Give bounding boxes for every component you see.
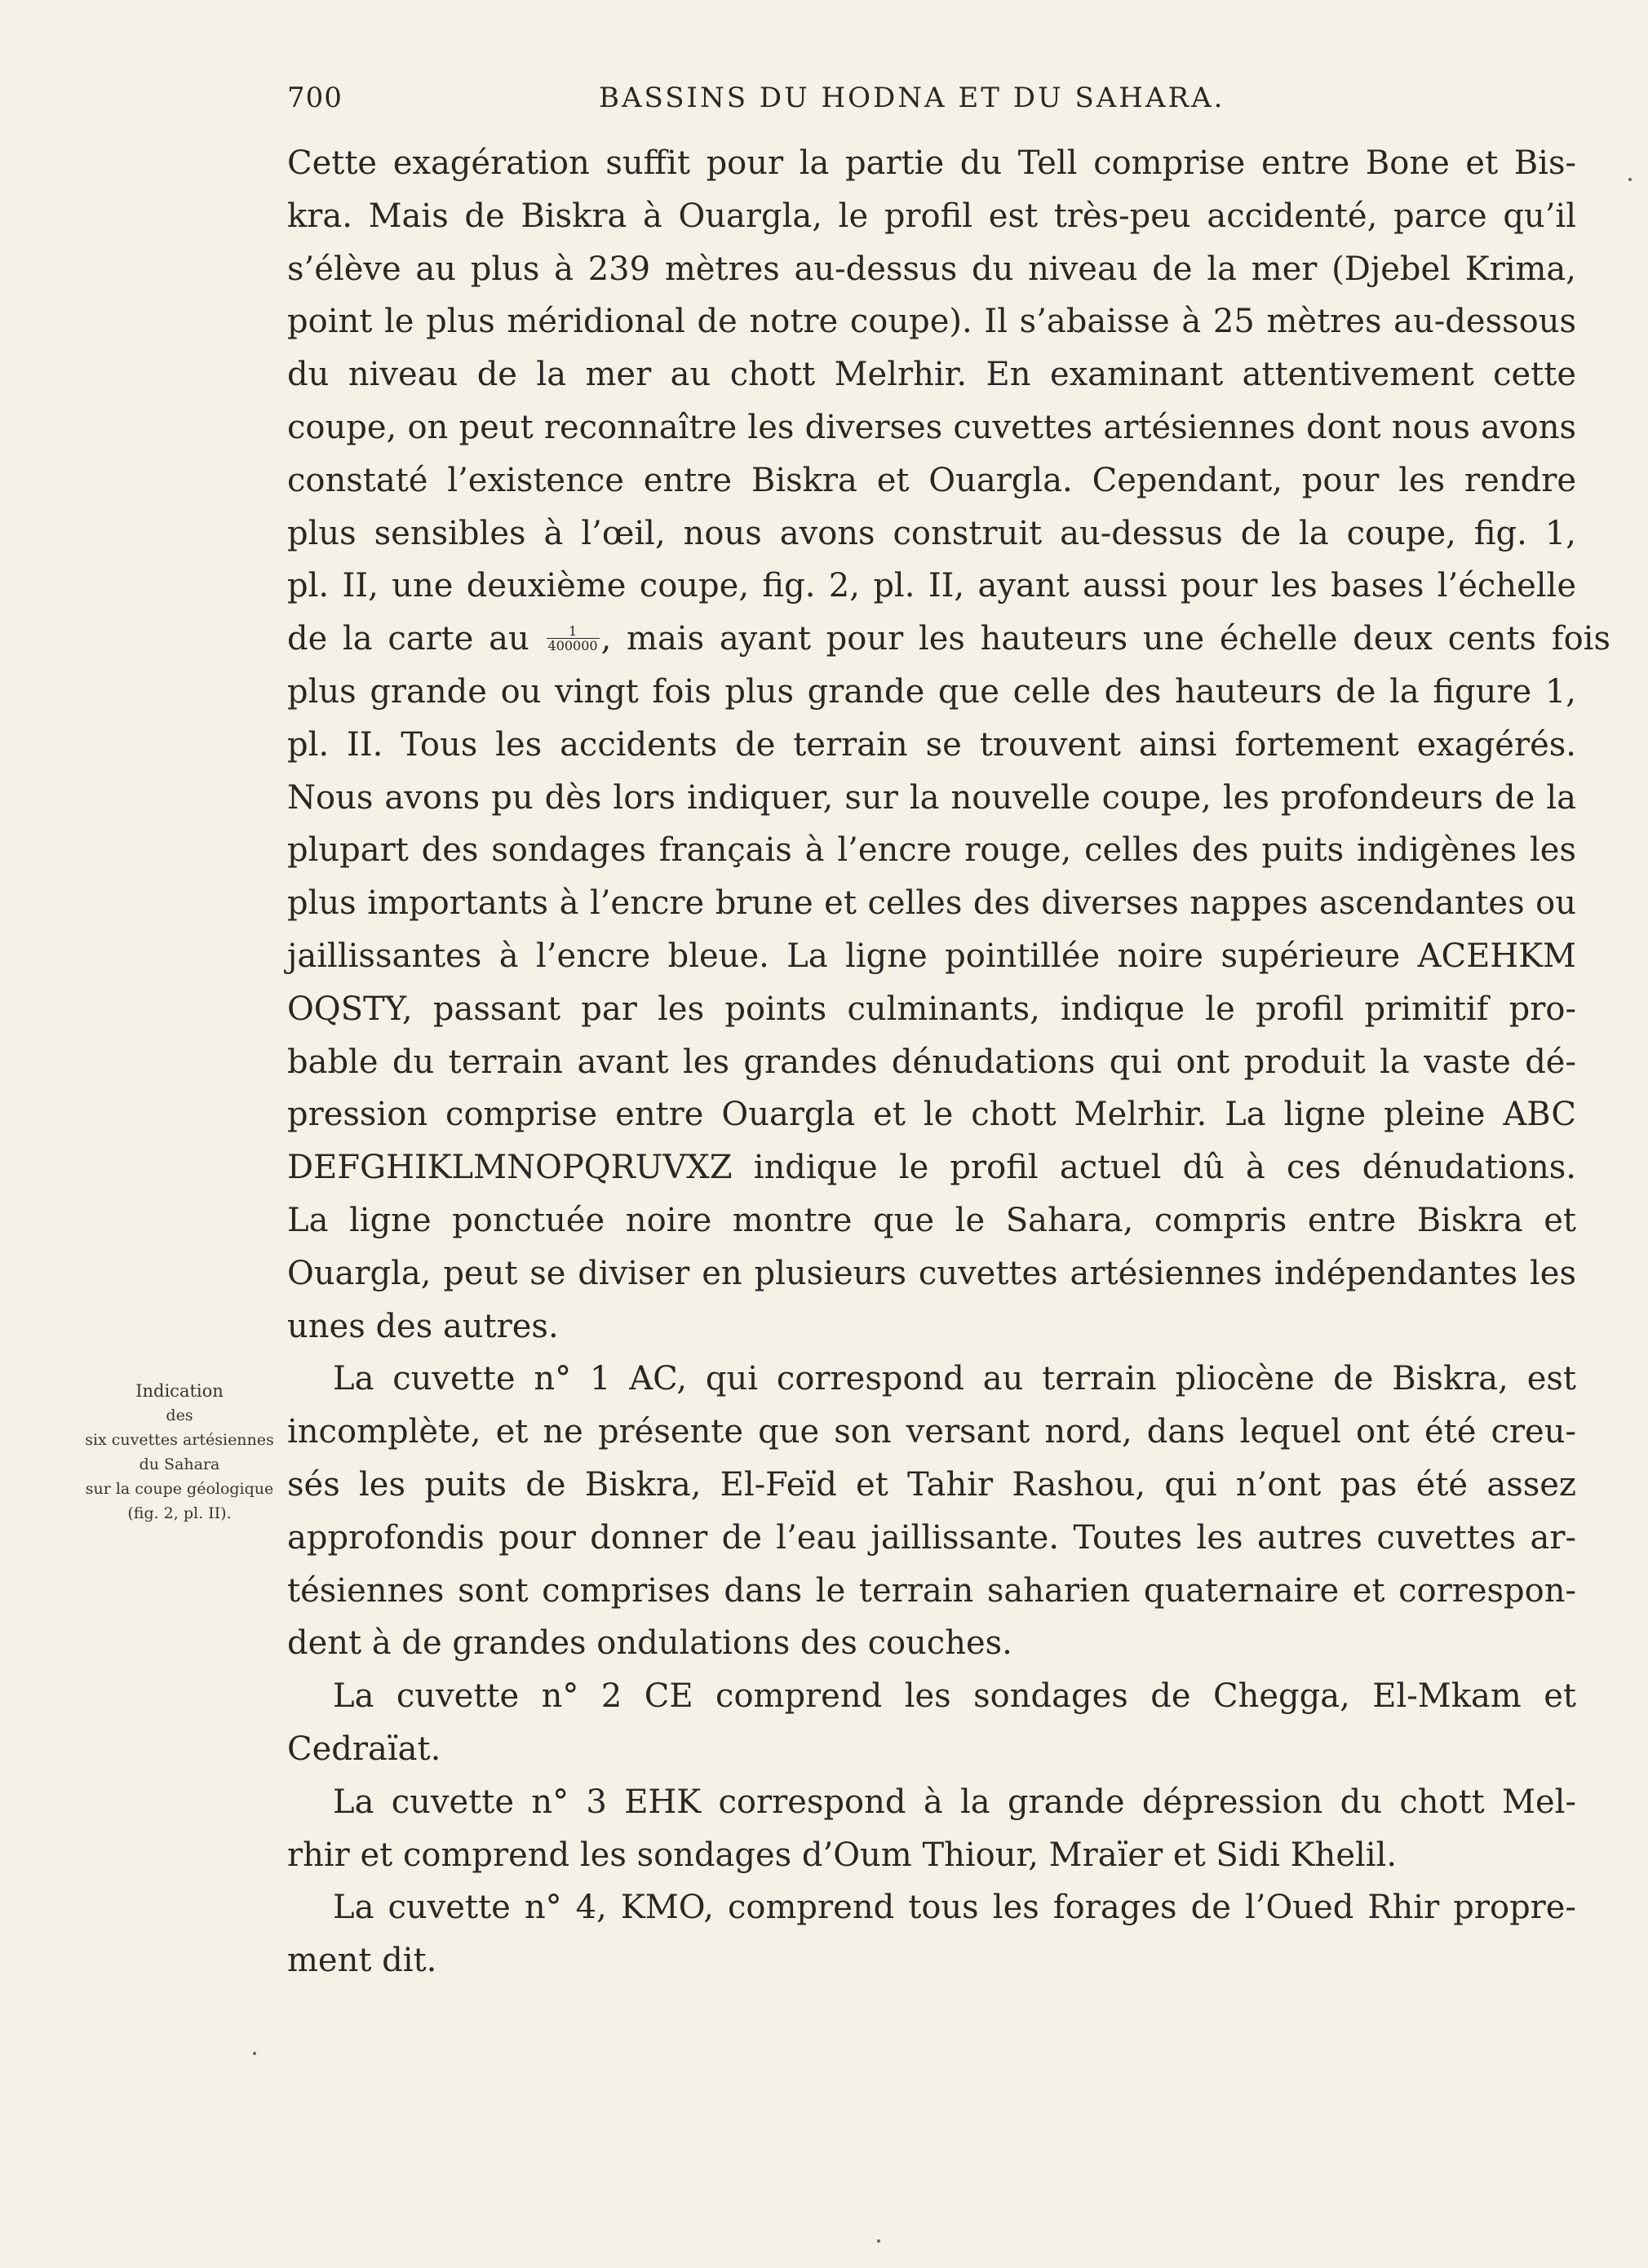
text-line: du niveau de la mer au chott Melrhir. En examinant attentivement cette [287,356,1576,394]
margin-note-line: Indication [135,1381,224,1401]
text-line: tésiennes sont comprises dans le terrain saharien quaternaire et correspon- [287,1571,1576,1610]
text-segment: de la carte au [287,620,529,658]
page-number: 700 [287,82,343,114]
text-line: jaillissantes à l’encre bleue. La ligne pointillée noire supérieure ACEHKM [287,937,1576,975]
text-line: kra. Mais de Biskra à Ouargla, le profil est très-peu accidenté, parce qu’il [287,197,1576,235]
text-line: Cette exagération suffit pour la partie du Tell comprise entre Bone et Bis- [287,144,1576,182]
text-line: La cuvette n° 3 EHK correspond à la grande dépression du chott Mel- [333,1783,1576,1821]
text-line: plus sensibles à l’œil, nous avons construit au-dessus de la coupe, fig. 1, [287,514,1576,552]
text-line: La cuvette n° 2 CE comprend les sondages de Chegga, El-Mkam et [333,1677,1576,1716]
text-line: pl. II, une deuxième coupe, fig. 2, pl. II, ayant aussi pour les bases l’échelle [287,567,1576,605]
text-line: point le plus méridional de notre coupe). Il s’abaisse à 25 mètres au-dessous [287,303,1576,341]
text-line: dent à de grandes ondulations des couches. [287,1624,1012,1663]
text-line: plupart des sondages français à l’encre rouge, celles des puits indigènes les [287,831,1576,870]
margin-note-line: des [166,1406,193,1424]
running-head [287,82,1576,122]
fraction-denominator: 400000 [547,637,598,653]
fraction-numerator: 1 [547,624,600,639]
text-line: Nous avons pu dès lors indiquer, sur la nouvelle coupe, les profondeurs de la [287,778,1576,817]
text-line-with-fraction [287,613,1610,666]
margin-note-line: du Sahara [139,1455,220,1473]
text-line: Cedraïat. [287,1730,441,1768]
margin-note-line: (fig. 2, pl. II). [127,1504,232,1522]
text-line: constaté l’existence entre Biskra et Ouargla. Cependant, pour les rendre [287,461,1576,499]
paper-speck [877,2239,880,2243]
text-line: bable du terrain avant les grandes dénudations qui ont produit la vaste dé- [287,1043,1576,1081]
text-line: coupe, on peut reconnaître les diverses cuvettes artésiennes dont nous avons [287,408,1576,446]
text-line: rhir et comprend les sondages d’Oum Thiour, Mraïer et Sidi Khelil. [287,1836,1398,1874]
text-line: Ouargla, peut se diviser en plusieurs cuvettes artésiennes indépendantes les [287,1254,1576,1292]
body-text [287,137,1610,1987]
text-line: DEFGHIKLMNOPQRUVXZ indique le profil actuel dû à ces dénudations. [287,1149,1576,1187]
text-line: plus grande ou vingt fois plus grande que celle des hauteurs de la figure 1, [287,672,1576,711]
text-line: unes des autres. [287,1307,559,1345]
running-title: BASSINS DU HODNA ET DU SAHARA. [599,82,1225,114]
text-line: approfondis pour donner de l’eau jaillissante. Toutes les autres cuvettes ar- [287,1518,1576,1557]
margin-note-line: six cuvettes artésiennes [85,1431,274,1449]
text-segment: , mais ayant pour les hauteurs une échelle deux cents fois [600,620,1610,658]
text-line: incomplète, et ne présente que son versant nord, dans lequel ont été creu- [287,1413,1576,1451]
paper-speck [1628,178,1632,181]
text-line: ment dit. [287,1942,437,1980]
text-line: pression comprise entre Ouargla et le chott Melrhir. La ligne pleine ABC [287,1096,1576,1134]
text-line: OQSTY, passant par les points culminants, indique le profil primitif pro- [287,990,1576,1028]
scale-fraction [547,624,600,653]
text-line: La ligne ponctuée noire montre que le Sahara, compris entre Biskra et [287,1201,1576,1239]
text-line: plus importants à l’encre brune et celles des diverses nappes ascendantes ou [287,884,1576,923]
text-line: La cuvette n° 4, KMO, comprend tous les forages de l’Oued Rhir propre- [333,1889,1576,1927]
text-line: La cuvette n° 1 AC, qui correspond au terrain pliocène de Biskra, est [333,1360,1576,1398]
text-line: s’élève au plus à 239 mètres au-dessus du niveau de la mer (Djebel Krima, [287,250,1576,288]
text-line: sés les puits de Biskra, El-Feïd et Tahir Rashou, qui n’ont pas été assez [287,1465,1576,1504]
margin-note-line: sur la coupe géologique [85,1480,274,1498]
text-line: pl. II. Tous les accidents de terrain se trouvent ainsi fortement exagérés. [287,725,1576,764]
margin-note [82,1379,277,1526]
paper-speck [253,2052,256,2055]
